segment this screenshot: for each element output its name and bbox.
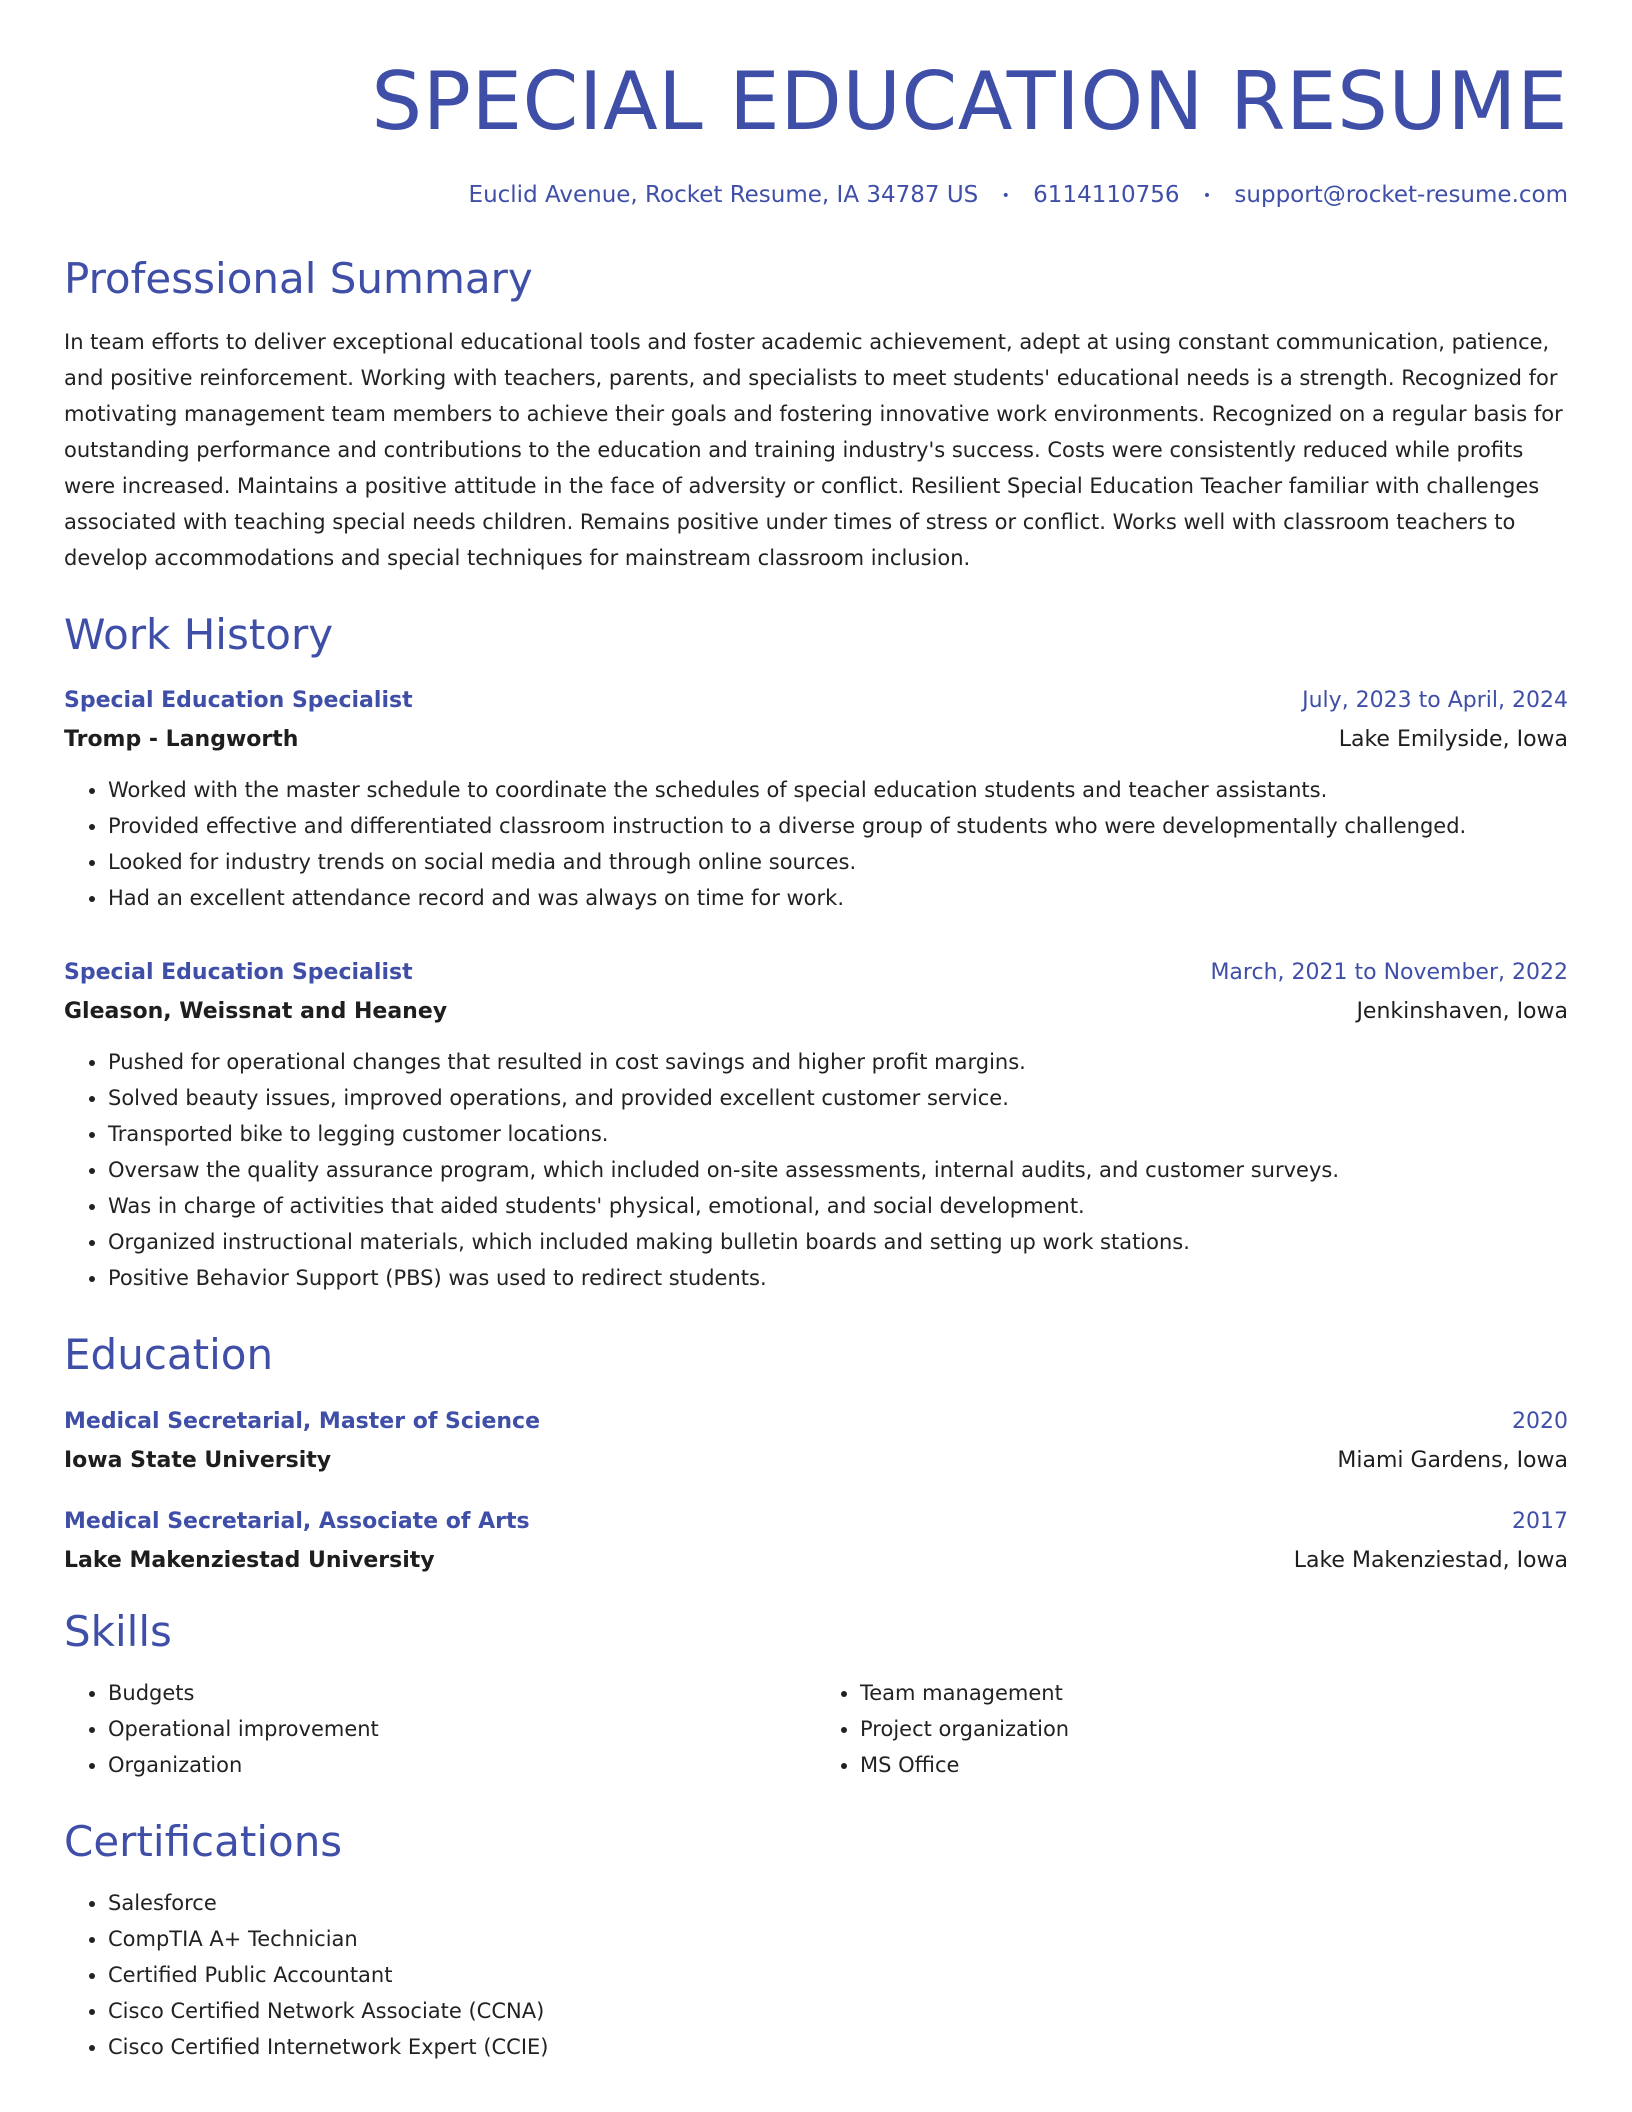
education-entry [64,1509,1568,1573]
contact-separator: • [1202,187,1212,204]
summary-text: In team efforts to deliver exceptional educational tools and foster academic achievement, adept at using constant communication, patience, and positive reinforcement. Working with teachers, parents, and specialists to meet students' educational needs is a strength. Recognized for motivating management team members to achieve their goals and fostering innovative work environments. Recognized on a regular basis for outstanding performance and contributions to the education and training industry's success. Costs were consistently reduced while profits were increased. Maintains a positive attitude in the face of adversity or conflict. Resilient Special Education Teacher familiar with challenges associated with teaching special needs children. Remains positive under times of stress or conflict. Works well with classroom teachers to develop accommodations and special techniques for mainstream classroom inclusion. [64,330,1563,571]
certifications-section [64,1816,1568,2065]
job-entry [64,960,1568,1296]
job-company: Tromp - Langworth [64,727,299,753]
education-school: Iowa State University [64,1447,332,1473]
contact-separator: • [1001,187,1010,204]
job-entry [64,688,1568,916]
education-degree: Medical Secretarial, Associate of Arts [64,1508,530,1534]
skills-heading: Skills [64,1606,172,1656]
job-bullet: • Transported bike to legging customer locations. [108,1116,1568,1152]
certification-item: • Cisco Certified Network Associate (CCNA) [108,1993,1568,2029]
education-school: Lake Makenziestad University [64,1547,435,1573]
job-bullet: • Pushed for operational changes that resulted in cost savings and higher profit margins. [108,1044,1568,1080]
skill-item: • Project organization [860,1711,1568,1747]
skill-item: • MS Office [860,1747,1568,1783]
certifications-heading: Certifications [64,1816,343,1866]
job-dates: March, 2021 to November, 2022 [1210,960,1568,986]
education-year: 2017 [1512,1508,1568,1534]
certification-item: • Certified Public Accountant [108,1957,1568,1993]
skill-item: • Organization [108,1747,816,1783]
job-title: Special Education Specialist [64,688,413,714]
job-bullet: • Solved beauty issues, improved operations, and provided excellent customer service. [108,1080,1568,1116]
job-bullet: • Was in charge of activities that aided students' physical, emotional, and social development. [108,1188,1568,1224]
job-bullet: • Provided effective and differentiated classroom instruction to a diverse group of students who were developmentally challenged. [108,808,1568,844]
contact-phone: 6114110756 [1033,182,1180,208]
skill-item: • Team management [860,1675,1568,1711]
skills-list-right [816,1675,1568,1783]
skill-item: • Operational improvement [108,1711,816,1747]
job-location: Jenkinshaven, Iowa [1356,999,1568,1025]
job-bullet: • Organized instructional materials, which included making bulletin boards and setting up work stations. [108,1224,1568,1260]
education-heading: Education [64,1330,274,1380]
job-company: Gleason, Weissnat and Heaney [64,999,448,1025]
summary-heading: Professional Summary [64,254,533,303]
certifications-list [64,1885,1568,2065]
skills-section [64,1606,1568,1783]
job-bullet: • Oversaw the quality assurance program, which included on-site assessments, internal audits, and customer surveys. [108,1152,1568,1188]
job-bullets [64,772,1568,916]
skills-grid [64,1669,1568,1783]
resume-title: SPECIAL EDUCATION RESUME [371,55,1568,148]
job-bullet: • Worked with the master schedule to coordinate the schedules of special education students and teacher assistants. [108,772,1568,808]
contact-email: support@rocket-resume.com [1234,182,1568,208]
job-dates: July, 2023 to April, 2024 [1302,688,1568,714]
job-bullets [64,1044,1568,1296]
certification-item: • Salesforce [108,1885,1568,1921]
certification-item: • CompTIA A+ Technician [108,1921,1568,1957]
contact-line [64,182,1568,208]
education-degree: Medical Secretarial, Master of Science [64,1408,541,1434]
job-bullet: • Looked for industry trends on social media and through online sources. [108,844,1568,880]
skill-item: • Budgets [108,1675,816,1711]
education-location: Lake Makenziestad, Iowa [1293,1547,1568,1573]
job-location: Lake Emilyside, Iowa [1338,727,1568,753]
work-history-heading: Work History [64,610,334,660]
certification-item: • Cisco Certified Internetwork Expert (CCIE) [108,2029,1568,2065]
skills-list-left [64,1675,816,1783]
education-entry [64,1409,1568,1473]
work-history-section [64,612,1568,1296]
education-location: Miami Gardens, Iowa [1337,1447,1568,1473]
education-section [64,1332,1568,1572]
job-bullet: • Positive Behavior Support (PBS) was used to redirect students. [108,1260,1568,1296]
job-title: Special Education Specialist [64,960,413,986]
education-year: 2020 [1512,1408,1568,1434]
contact-address: Euclid Avenue, Rocket Resume, IA 34787 US [468,182,979,208]
job-bullet: • Had an excellent attendance record and was always on time for work. [108,880,1568,916]
